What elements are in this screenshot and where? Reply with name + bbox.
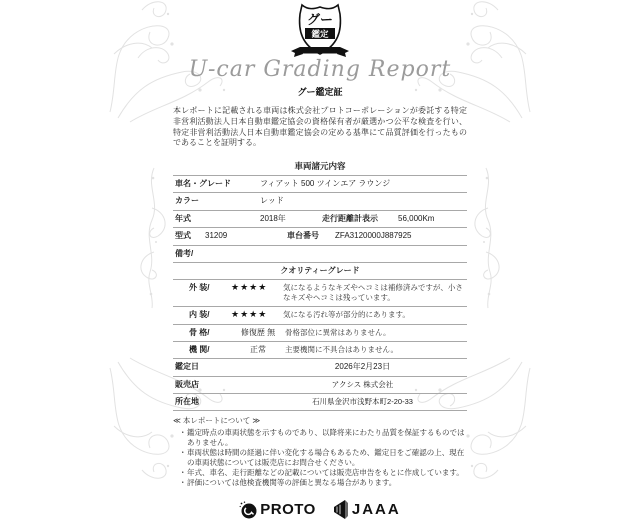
note-item: ・ 年式、車名、走行距離などの記載については販売店申告をもとに作成しています。 [179, 468, 467, 478]
exterior-description: 気になるようなキズやヘコミは補修済みですが、小さなキズやヘコミは残っています。 [283, 283, 463, 303]
row-model-chassis [173, 227, 467, 244]
row-quality-title [173, 262, 467, 279]
interior-star-rating: ★★★★ [231, 308, 268, 319]
certificate-body [173, 0, 467, 520]
goo-crest-badge [173, 0, 467, 60]
row-engine [173, 341, 467, 358]
spec-section-title: 車両諸元内容 [294, 160, 346, 171]
jaaa-flag-icon [332, 499, 349, 520]
odometer-value: 56,000Km [398, 213, 435, 223]
odometer-label: 走行距離計表示 [322, 213, 378, 223]
row-dealer [173, 376, 467, 393]
model-label: 型式 [175, 231, 191, 241]
model-value: 31209 [205, 231, 228, 241]
row-year-odometer [173, 210, 467, 227]
address-value: 石川県金沢市浅野本町2-20-33 [312, 397, 413, 407]
page-subtitle: グー鑑定証 [297, 87, 343, 98]
exterior-star-rating: ★★★★ [231, 282, 268, 293]
row-vehicle-name [173, 175, 467, 192]
frame-description: 骨格部位に異常はありません。 [285, 327, 391, 337]
badge-bottom-text: 鑑定 [311, 29, 329, 39]
frame-status: 修復歴 無 [240, 327, 276, 337]
chassis-value: ZFA3120000J887925 [335, 231, 412, 241]
jaaa-logo-text: JAAA [351, 501, 401, 519]
year-label: 年式 [175, 213, 191, 223]
page-title: U-car Grading Report [188, 57, 452, 82]
interior-label: 内 装/ [189, 309, 210, 319]
proto-logo-text: PROTO [260, 501, 316, 519]
frame-label: 骨 格/ [189, 327, 210, 337]
address-label: 所在地 [175, 397, 199, 407]
vehicle-name-value: フィアット 500 ツインエア ラウンジ [260, 178, 391, 188]
quality-section-title: クオリティーグレード [280, 265, 360, 275]
year-value: 2018年 [260, 213, 286, 223]
remarks-label: 備考/ [175, 248, 194, 258]
spec-table [173, 157, 467, 411]
dealer-label: 販売店 [175, 379, 199, 389]
row-interior [173, 306, 467, 324]
proto-logo [239, 501, 316, 519]
engine-status: 正常 [250, 344, 266, 354]
row-color [173, 192, 467, 209]
proto-bird-icon [239, 501, 257, 519]
color-value: レッド [260, 196, 284, 206]
certification-statement: 本レポートに記載される車両は株式会社プロトコーポレーションが委託する特定非営利活動法人日本自動車鑑定協会の資格保有者が厳選かつ公平な検査を行い、特定非営利活動法人日本自動車鑑定協会の定める基準にて品質評価を行ったものであることを証明する。 [173, 106, 467, 148]
row-address [173, 393, 467, 411]
note-item: ・ 鑑定時点の車両状態を示すものであり、以降将来にわたり品質を保証するものではありません。 [179, 428, 467, 448]
row-appraisal-date [173, 358, 467, 375]
dealer-value: アクシス 株式会社 [331, 379, 394, 389]
report-notes [173, 416, 467, 488]
notes-list [173, 428, 467, 489]
shield-crest-icon [295, 3, 345, 60]
engine-label: 機 関/ [189, 344, 210, 354]
interior-description: 気になる汚れ等が部分的にあります。 [283, 309, 410, 319]
note-item: ・ 車両状態は時間の経過に伴い変化する場合もあるため、鑑定日をご確認の上、現在の車両状態については販売店にお問合せください。 [179, 448, 467, 468]
notes-title: ≪ 本レポートについて ≫ [173, 416, 261, 426]
chassis-label: 車台番号 [287, 231, 319, 241]
note-item: ・ 評価については他検査機関等の評価と異なる場合があります。 [179, 478, 467, 488]
badge-top-text: グー [306, 12, 334, 27]
vehicle-name-label: 車名・グレード [175, 178, 231, 188]
engine-description: 主要機関に不具合はありません。 [285, 344, 398, 354]
row-remarks [173, 245, 467, 262]
footer-logos [173, 499, 467, 520]
row-exterior [173, 279, 467, 306]
exterior-label: 外 装/ [189, 283, 210, 293]
jaaa-logo [332, 499, 401, 520]
row-frame [173, 324, 467, 341]
appraisal-date-value: 2026年2月23日 [334, 362, 391, 372]
color-label: カラー [175, 196, 199, 206]
appraisal-date-label: 鑑定日 [175, 362, 199, 372]
